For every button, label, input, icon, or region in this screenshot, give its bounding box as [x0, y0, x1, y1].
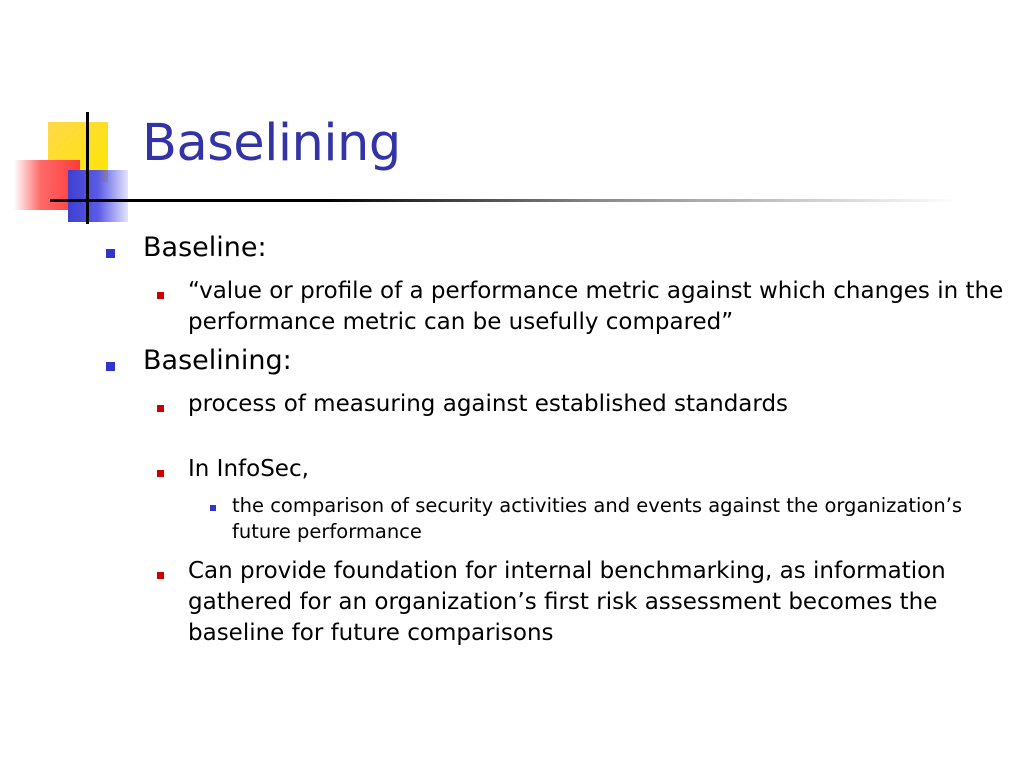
bullet-benchmarking: Can provide foundation for internal benchmarking, as information gathered for an organization’s first risk assessment becomes the baseline for future comparisons: [188, 558, 946, 646]
level2-bullet: [157, 470, 164, 477]
bullet-baseline-definition: “value or profile of a performance metric against which changes in the performance metric can be usefully compared”: [188, 278, 1004, 335]
title-underline-rule: [50, 199, 960, 202]
level2-bullet: [157, 405, 164, 412]
decorative-logo: [0, 0, 160, 240]
bullet-infosec: In InfoSec,: [188, 456, 309, 482]
level1-bullet: [106, 249, 115, 258]
vertical-rule: [86, 112, 89, 224]
level2-bullet: [157, 572, 164, 579]
blue-square-decoration: [68, 170, 128, 222]
level2-bullet: [157, 292, 164, 299]
bullet-baseline: Baseline:: [143, 232, 267, 263]
bullet-baselining: Baselining:: [143, 345, 292, 376]
bullet-infosec-comparison: the comparison of security activities and events against the organization’s future performance: [232, 494, 963, 543]
level1-bullet: [106, 362, 115, 371]
level3-bullet: [210, 505, 216, 511]
bullet-baselining-definition: process of measuring against established standards: [188, 391, 789, 417]
slide-title: Baselining: [142, 114, 401, 173]
